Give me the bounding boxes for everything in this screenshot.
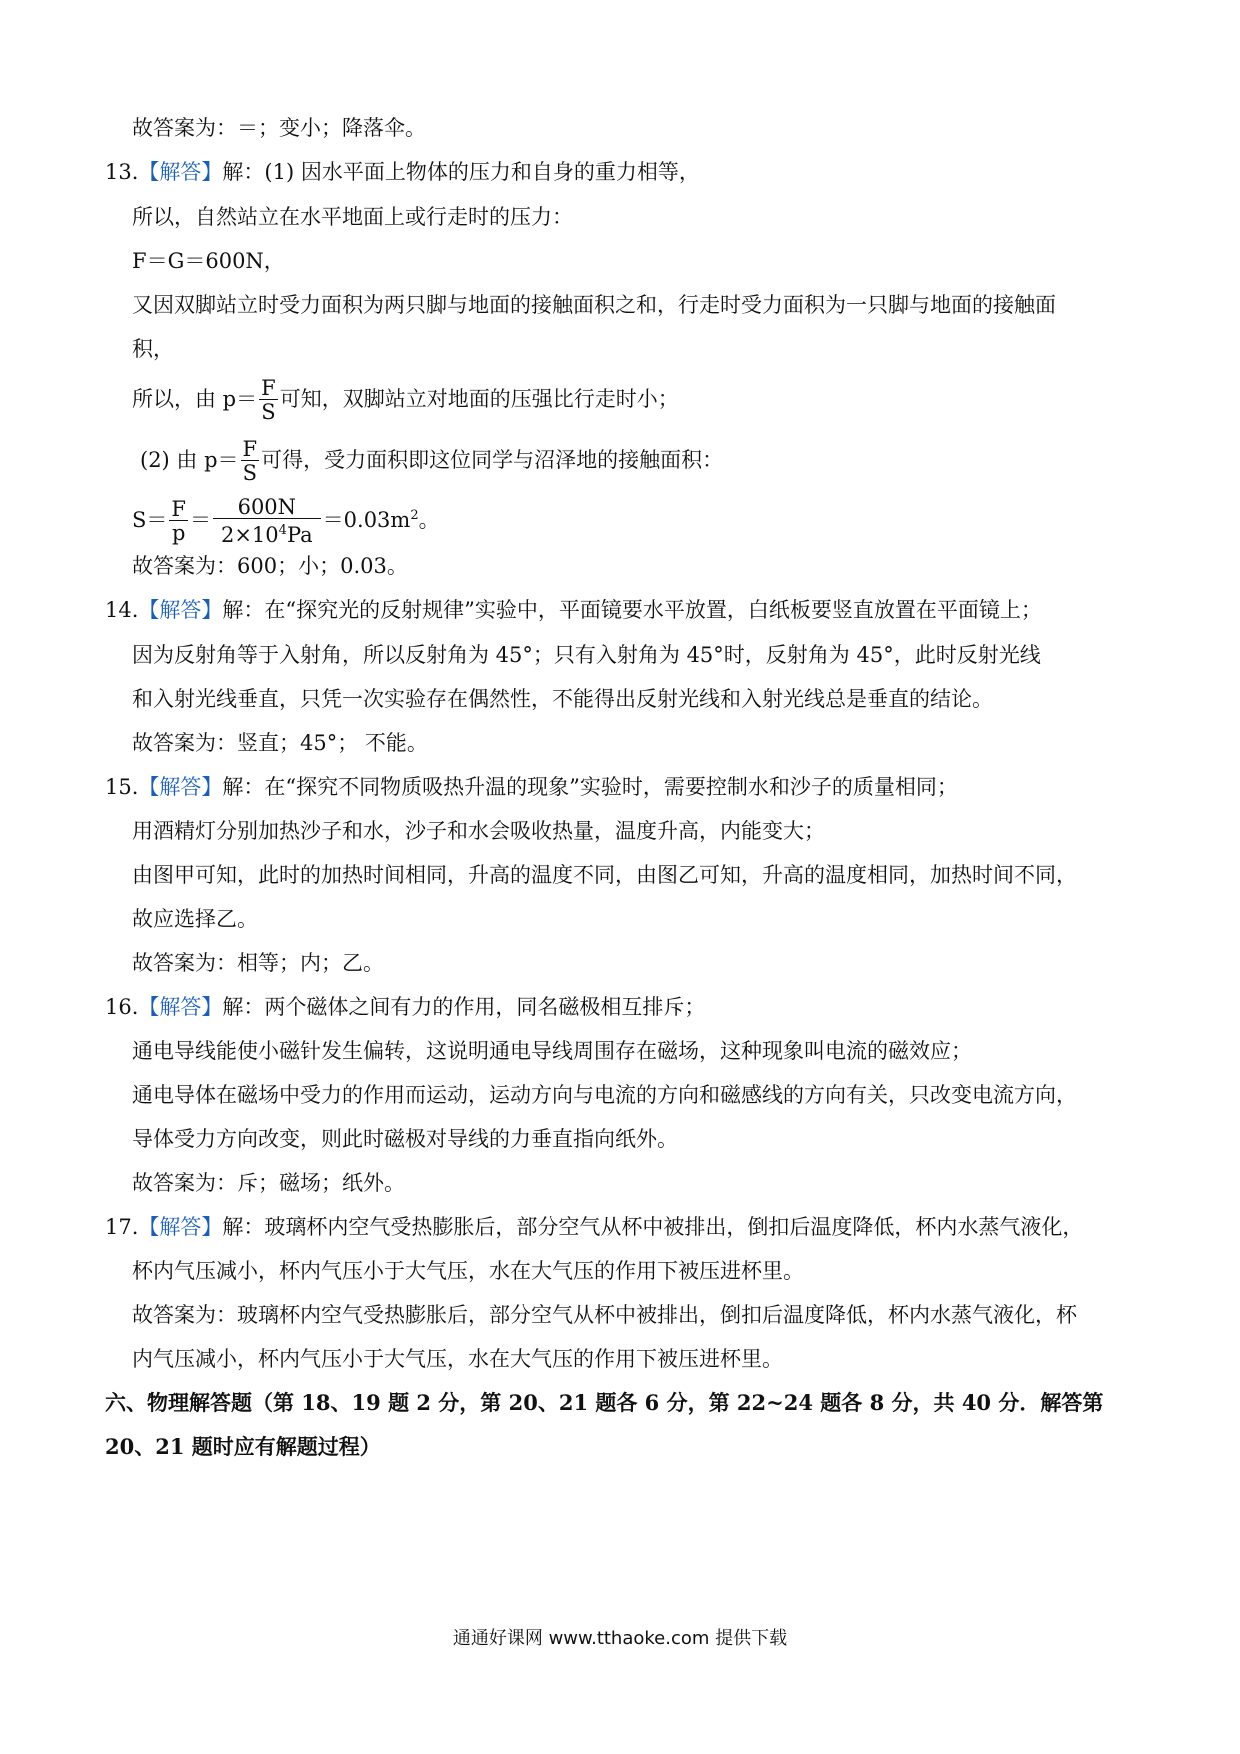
question-number: 16. xyxy=(105,995,139,1019)
solution-tag: 【解答】 xyxy=(138,995,223,1019)
solution-text: 解：在“探究不同物质吸热升温的现象”实验时，需要控制水和沙子的质量相同； xyxy=(222,775,958,799)
solution-tag: 【解答】 xyxy=(138,598,223,622)
q17-line-1 xyxy=(105,1212,1083,1242)
solution-text: 解：两个磁体之间有力的作用，同名磁极相互排斥； xyxy=(222,995,706,1019)
formula-result: $=0.03m^2$。 xyxy=(322,508,440,532)
section-heading-line-2: 20、21 题时应有解题过程） xyxy=(105,1434,381,1459)
formula-prefix: 所以，由 p＝ xyxy=(132,387,258,411)
q15-line-3: 由图甲可知，此时的加热时间相同，升高的温度不同，由图乙可知，升高的温度相同，加热时间不同， xyxy=(132,863,1077,887)
solution-tag: 【解答】 xyxy=(138,1215,223,1239)
page-footer: 通通好课网 www.tthaoke.com 提供下载 xyxy=(452,1628,788,1649)
q13-line-1 xyxy=(105,157,700,187)
q14-line-3: 和入射光线垂直，只凭一次实验存在偶然性，不能得出反射光线和入射光线总是垂直的结论。 xyxy=(132,687,993,711)
fraction-600n-over-pressure: $\frac{600N}{2\times 10^4Pa}$ xyxy=(213,496,321,547)
fraction-f-over-p: $\frac{F}{p}$ xyxy=(171,497,186,545)
q16-line-3: 通电导体在磁场中受力的作用而运动，运动方向与电流的方向和磁感线的方向有关，只改变电流方向， xyxy=(132,1083,1077,1107)
q17-line-2: 杯内气压减小，杯内气压小于大气压，水在大气压的作用下被压进杯里。 xyxy=(132,1259,804,1283)
q13-line-5: 积， xyxy=(132,337,174,361)
fraction-f-over-s: $\frac{F}{S}$ xyxy=(261,376,276,424)
q17-answer-line-1: 故答案为：玻璃杯内空气受热膨胀后，部分空气从杯中被排出，倒扣后温度降低，杯内水蒸气液化，杯 xyxy=(132,1303,1077,1327)
question-number: 15. xyxy=(105,775,139,799)
q15-line-2: 用酒精灯分别加热沙子和水，沙子和水会吸收热量，温度升高，内能变大； xyxy=(132,819,825,843)
formula-suffix: 可得，受力面积即这位同学与沼泽地的接触面积： xyxy=(261,448,724,472)
q13-line-7 xyxy=(140,438,723,485)
q13-line-8 xyxy=(132,496,440,547)
solution-tag: 【解答】 xyxy=(138,775,223,799)
formula-suffix: 可知，双脚站立对地面的压强比行走时小； xyxy=(279,387,679,411)
q14-line-1 xyxy=(105,595,1042,625)
question-number: 13. xyxy=(105,160,139,184)
q13-line-4: 又因双脚站立时受力面积为两只脚与地面的接触面积之和，行走时受力面积为一只脚与地面的接触面 xyxy=(132,293,1056,317)
formula-prefix: (2) 由 p＝ xyxy=(140,448,239,472)
q14-line-2: 因为反射角等于入射角，所以反射角为 45°；只有入射角为 45°时，反射角为 45°，此时反射光线 xyxy=(132,643,1041,667)
q16-line-1 xyxy=(105,992,705,1022)
section-heading-line-1: 六、物理解答题（第 18、19 题 2 分，第 20、21 题各 6 分，第 22~24 题各 8 分，共 40 分．解答第 xyxy=(105,1390,1104,1415)
question-number: 17. xyxy=(105,1215,139,1239)
fraction-f-over-s: $\frac{F}{S}$ xyxy=(242,437,258,485)
equals-sign: ＝ xyxy=(189,508,211,532)
q16-line-4: 导体受力方向改变，则此时磁极对导线的力垂直指向纸外。 xyxy=(132,1127,678,1151)
q13-line-6 xyxy=(132,377,679,424)
q15-answer: 故答案为：相等；内；乙。 xyxy=(132,951,384,975)
solution-text: 解：玻璃杯内空气受热膨胀后，部分空气从杯中被排出，倒扣后温度降低，杯内水蒸气液化， xyxy=(222,1215,1084,1239)
solution-tag: 【解答】 xyxy=(138,160,223,184)
q13-line-2: 所以，自然站立在水平地面上或行走时的压力： xyxy=(132,205,573,229)
q13-answer: 故答案为：600；小；0.03。 xyxy=(132,554,408,578)
question-number: 14. xyxy=(105,598,139,622)
q13-line-3: F＝G＝600N， xyxy=(132,249,285,273)
solution-text: 解：在“探究光的反射规律”实验中，平面镜要水平放置，白纸板要竖直放置在平面镜上； xyxy=(222,598,1042,622)
q14-answer: 故答案为：竖直；45°； 不能。 xyxy=(132,731,428,755)
q17-answer-line-2: 内气压减小，杯内气压小于大气压，水在大气压的作用下被压进杯里。 xyxy=(132,1347,783,1371)
q16-line-2: 通电导线能使小磁针发生偏转，这说明通电导线周围存在磁场，这种现象叫电流的磁效应； xyxy=(132,1039,972,1063)
q15-line-1 xyxy=(105,772,958,802)
solution-text: 解：(1) 因水平面上物体的压力和自身的重力相等， xyxy=(222,160,700,184)
q16-answer: 故答案为：斥；磁场；纸外。 xyxy=(132,1171,405,1195)
formula-prefix: S＝ xyxy=(132,508,168,532)
q12-answer: 故答案为：＝；变小；降落伞。 xyxy=(132,116,426,140)
q15-line-4: 故应选择乙。 xyxy=(132,907,258,931)
